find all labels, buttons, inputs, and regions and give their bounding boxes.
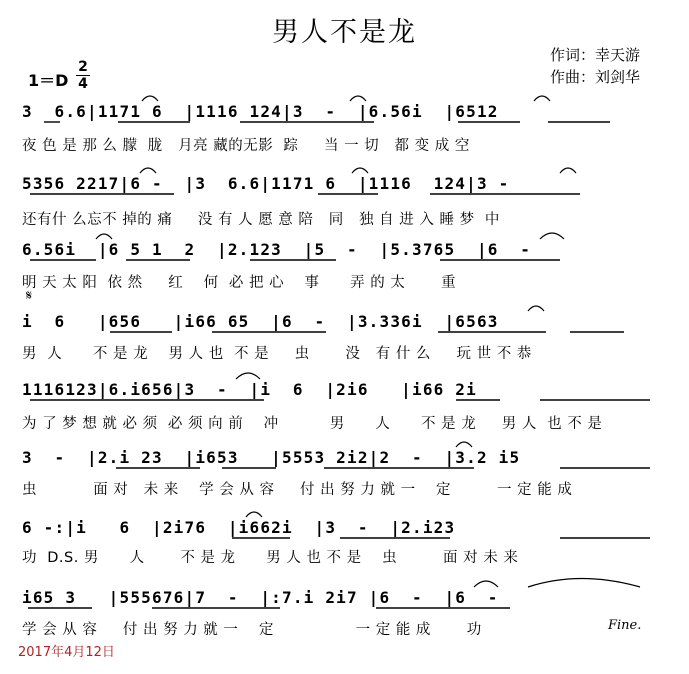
lyrics-line-6: 虫 面 对 未 来 学 会 从 容 付 出 努 力 就 一 定 一 定 能 成: [22, 482, 573, 498]
lyrics-line-2: 还有什 么忘不 掉的 痛 没 有 人 愿 意 陪 同 独 自 进 入 睡 梦 中: [22, 212, 500, 228]
notes-line-2: 5356 2217|6 - |3 6.6|1171 6 |1116 124|3 -: [22, 174, 532, 193]
slur-12: [246, 512, 262, 517]
song-title: 男人不是龙: [272, 17, 417, 48]
lyrics-line-1: 夜 色 是 那 么 朦 胧 月亮 藏的无影 踪 当 一 切 都 变 成 空: [22, 138, 470, 154]
slur-8: [540, 233, 564, 239]
slur-14: [528, 579, 640, 588]
lyrics-line-8: 学 会 从 容 付 出 努 力 就 一 定 一 定 能 成 功: [22, 622, 482, 638]
slur-7: [96, 234, 112, 239]
slur-10: [236, 373, 260, 379]
slur-11: [456, 442, 472, 447]
lyrics-line-4: 男 人 不 是 龙 男 人 也 不 是 虫 没 有 什 么 玩 世 不 恭: [22, 346, 532, 362]
notes-line-6: 3 - |2.i 23 |i653 |5553 2i2|2 - |3.2 i5: [22, 448, 542, 467]
fine-mark: Fine.: [608, 618, 642, 633]
time-signature-bottom: 4: [78, 76, 88, 92]
notes-line-5: 1116123|6.i656|3 - |i 6 |2i6 |i66 2i: [22, 380, 499, 399]
composer-credit: 作曲：刘剑华: [550, 68, 641, 86]
slur-9: [528, 306, 544, 311]
notes-line-3: 6.56i |6 5 1 2 |2.123 |5 - |5.3765 |6 -: [22, 240, 553, 259]
slur-3: [534, 96, 550, 101]
segno-sign: 𝄋: [26, 288, 33, 304]
time-signature-top: 2: [78, 59, 88, 75]
lyrics-line-3: 明 天 太 阳 依 然 红 何 必 把 心 事 弄 的 太 重: [22, 275, 457, 291]
notes-line-7: 6 -:|i 6 |2i76 |i662i |3 - |2.i23: [22, 518, 477, 537]
slur-1: [142, 96, 158, 101]
notes-line-1: 3 6.6|1171 6 |1116 124|3 - |6.56i |6512: [22, 102, 521, 121]
lyrics-line-5: 为 了 梦 想 就 必 须 必 须 向 前 冲 男 人 不 是 龙 男 人 也 不 是: [22, 416, 603, 432]
notes-line-8: i65 3 |555676|7 - |:7.i 2i7 |6 - |6 -: [22, 588, 521, 607]
slur-5: [352, 168, 368, 173]
lyrics-line-7: 功 D.S. 男 人 不 是 龙 男 人 也 不 是 虫 面 对 未 来: [22, 550, 519, 566]
slur-4: [140, 168, 156, 173]
date-stamp: 2017年4月12日: [18, 645, 115, 660]
slur-13: [474, 581, 498, 587]
key-signature: 1＝D: [28, 71, 69, 90]
slur-6: [560, 168, 576, 173]
lyricist-credit: 作词：幸天游: [550, 46, 641, 64]
slur-2: [350, 96, 366, 101]
notes-line-4: i 6 |656 |i66 65 |6 - |3.336i |6563: [22, 312, 521, 331]
